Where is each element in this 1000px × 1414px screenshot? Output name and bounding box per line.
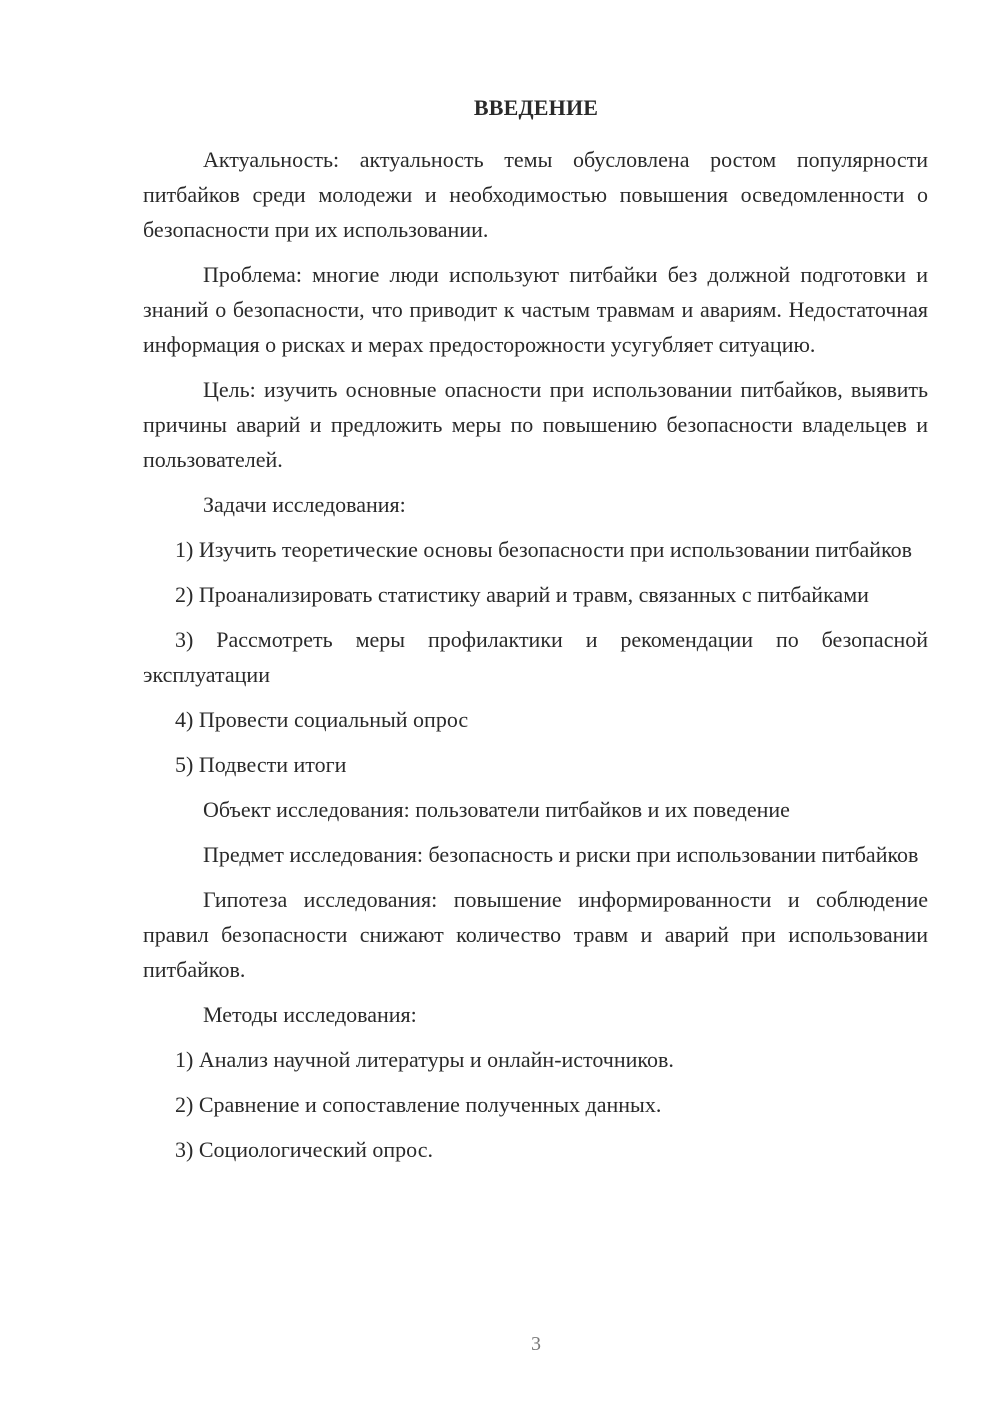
problem-paragraph: Проблема: многие люди используют питбайки без должной подготовки и знаний о безопасности, что приводит к частым травмам и авариям. Недостаточная информация о рисках и мерах предосторожности усугубляет ситуацию. — [143, 262, 928, 357]
task-item: 4) Провести социальный опрос — [175, 707, 469, 732]
tasks-heading: Задачи исследования: — [203, 492, 406, 517]
hypothesis-paragraph: Гипотеза исследования: повышение информированности и соблюдение правил безопасности снижают количество травм и аварий при использовании питбайков. — [143, 887, 928, 982]
object-paragraph: Объект исследования: пользователи питбайков и их поведение — [203, 797, 790, 822]
page-number: 3 — [531, 1333, 541, 1355]
task-item: 3) Рассмотреть меры профилактики и рекомендации по безопасной эксплуатации — [143, 627, 928, 687]
method-item: 1) Анализ научной литературы и онлайн-источников. — [175, 1047, 674, 1072]
methods-heading: Методы исследования: — [203, 1002, 417, 1027]
method-item: 2) Сравнение и сопоставление полученных данных. — [175, 1092, 662, 1117]
task-item: 5) Подвести итоги — [175, 752, 347, 777]
document-body — [143, 142, 928, 1177]
page-title: ВВЕДЕНИЕ — [473, 95, 599, 120]
task-item: 2) Проанализировать статистику аварий и травм, связанных с питбайками — [175, 582, 869, 607]
subject-paragraph: Предмет исследования: безопасность и риски при использовании питбайков — [203, 842, 919, 867]
relevance-paragraph: Актуальность: актуальность темы обусловлена ростом популярности питбайков среди молодежи и необходимостью повышения осведомленности о безопасности при их использовании. — [143, 147, 928, 242]
task-item: 1) Изучить теоретические основы безопасности при использовании питбайков — [175, 537, 913, 562]
method-item: 3) Социологический опрос. — [175, 1137, 433, 1162]
goal-paragraph: Цель: изучить основные опасности при использовании питбайков, выявить причины аварий и предложить меры по повышению безопасности владельцев и пользователей. — [143, 377, 928, 472]
